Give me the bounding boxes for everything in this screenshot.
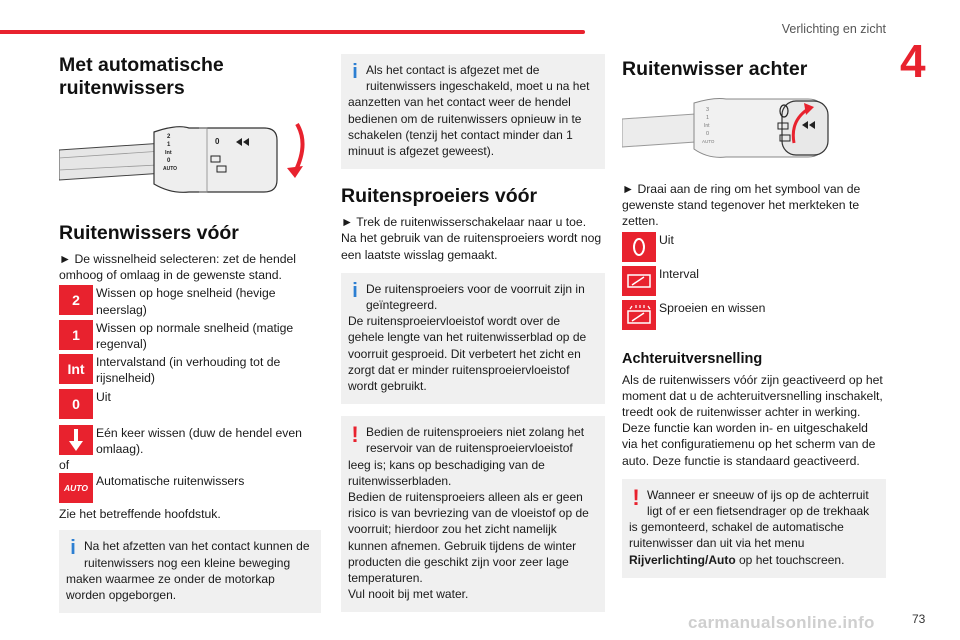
auto-text: Automatische ruitenwissers [96,474,245,489]
rear-lever-label-1: 1 [706,115,710,121]
page-number: 73 [912,612,926,626]
rear-wiper-lever-icon [622,93,886,163]
speed-row-normal [59,320,321,352]
see-chapter-text: Zie het betreffende hoofdstuk. [59,507,221,522]
rear-mode-spray [622,300,886,330]
auto-row [59,473,321,503]
rear-wiper-lever-illustration [622,93,886,163]
info-note-ignition: i Als het contact is afgezet met de ruitenwissers ingeschakeld, moet u na het aanzetten van het contact weer de hendel bedienen om de ruitenwissers opnieuw in te schakelen (tenzij het contact minder dan 1 minuut is afgezet geweest). [341,54,605,169]
warning-note-washers: ! Bedien de ruitensproeiers niet zolang het reservoir van de ruitensproeiervloeistof leeg is; kans op beschadiging van de ruitenwisserbladen. Bedien de ruitensproeiers alleen als er geen risico is van bevriezing van de vloeistof op de voorruit; hierdoor zou het zicht namelijk kunnen afnemen. Gebruik tijdens de winter producten die geschikt zijn voor zeer lage temperaturen. Vul nooit bij met water. [341,416,605,612]
speed-row-high [59,285,321,317]
lever-label-auto: AUTO [163,166,178,172]
front-wipers-intro: ► De wissnelheid selecteren: zet de hendel omhoog of omlaag in de gewenste stand. [59,252,296,283]
ring-label-0: 0 [215,137,220,146]
rear-interval-icon [622,266,656,296]
heading-front-washers: Ruitensproeiers vóór [341,185,538,208]
speed-row-off [59,389,321,419]
header-accent-bar [0,30,585,34]
section-title: Verlichting en zicht [781,22,886,36]
speed-0-icon: 0 [59,389,93,419]
info-note-wipers-park: i Na het afzetten van het contact kunnen de ruitenwissers nog een kleine beweging maken waarmee ze onder de motorkap worden opgeborgen. [59,530,321,613]
speed-text: Intervalstand (in verhouding tot de rijsnelheid) [96,355,281,386]
heading-automatic-wipers: Met automatische ruitenwissers [59,54,224,99]
lever-label-int: Int [165,150,172,156]
speed-int-icon: Int [59,354,93,384]
lever-label-1: 1 [167,142,171,148]
speed-1-icon: 1 [59,320,93,350]
speed-text: Wissen op hoge snelheid (hevige neerslag) [96,286,276,317]
heading-front-wipers: Ruitenwissers vóór [59,222,239,244]
rear-spray-icon [622,300,656,330]
column-right [622,54,886,578]
info-note-washers: i De ruitensproeiers voor de voorruit zijn in geïntegreerd. De ruitensproeiervloeistof wordt over de gehele lengte van het ruitenwisserblad op de voorruit gesproeid. Dit verbetert het zicht en zorgt dat er minder ruitensproeiervloeistof wordt gebruikt. [341,273,605,404]
rear-mode-text: Interval [659,266,699,281]
warning-note-snow: ! Wanneer er sneeuw of ijs op de achterruit ligt of er een fietsendrager op de trekhaak is gemonteerd, schakel de automatische ruitenwisser dan uit via het menu Rijverlichting/Auto op het touchscreen. [622,479,886,578]
speed-row-interval [59,354,321,386]
warning-icon: ! [632,484,640,510]
heading-reverse-gear: Achteruitversnelling [622,350,763,367]
rear-lever-label-auto: AUTO [702,139,715,144]
speed-text: Wissen op normale snelheid (matige regenval) [96,320,294,352]
rear-off-icon [622,232,656,262]
wiper-lever-illustration [59,114,321,206]
rear-mode-off [622,232,886,262]
rear-mode-text: Sproeien en wissen [659,300,766,315]
lever-label-2: 2 [167,134,171,140]
info-icon: i [70,537,76,560]
warning-icon: ! [351,422,359,448]
info-icon: i [352,61,358,83]
lever-label-0: 0 [167,158,171,164]
rear-lever-label-0: 0 [706,131,710,137]
speed-text: Uit [96,389,111,404]
rear-mode-text: Uit [659,232,674,247]
speed-text: Eén keer wissen (duw de hendel even omlaag). [96,425,302,456]
column-left [59,54,321,613]
watermark-text: carmanualsonline.info [688,613,875,632]
reverse-gear-text: Als de ruitenwissers vóór zijn geactiveerd op het moment dat u de achteruitversnelling inschakelt, treedt ook de ruitenwisser achter in werking. Deze functie kan worden in- en uitgeschakeld via het configuratiemenu op het scherm van de auto. Deze functie is standaard geactiveerd. [622,372,883,468]
rear-lever-label-3: 3 [706,107,710,113]
rear-mode-interval [622,266,886,296]
front-wiper-lever-icon [59,114,321,206]
rear-lever-label-int: Int [704,123,710,129]
rear-wiper-instruction: ► Draai aan de ring om het symbool van de gewenste stand tegenover het merkteken te zetten. [622,182,861,229]
speed-2-icon: 2 [59,285,93,315]
info-icon: i [352,279,358,302]
speed-row-single [59,425,321,457]
heading-rear-wiper: Ruitenwisser achter [622,58,808,80]
chapter-number: 4 [900,35,926,87]
washer-instruction: ► Trek de ruitenwisserschakelaar naar u toe. Na het gebruik van de ruitensproeiers wordt nog een laatste wisslag gemaakt. [341,215,602,262]
auto-icon: AUTO [59,473,93,503]
column-middle [341,54,605,612]
or-label: of [59,458,70,473]
arrow-down-icon [59,425,93,455]
